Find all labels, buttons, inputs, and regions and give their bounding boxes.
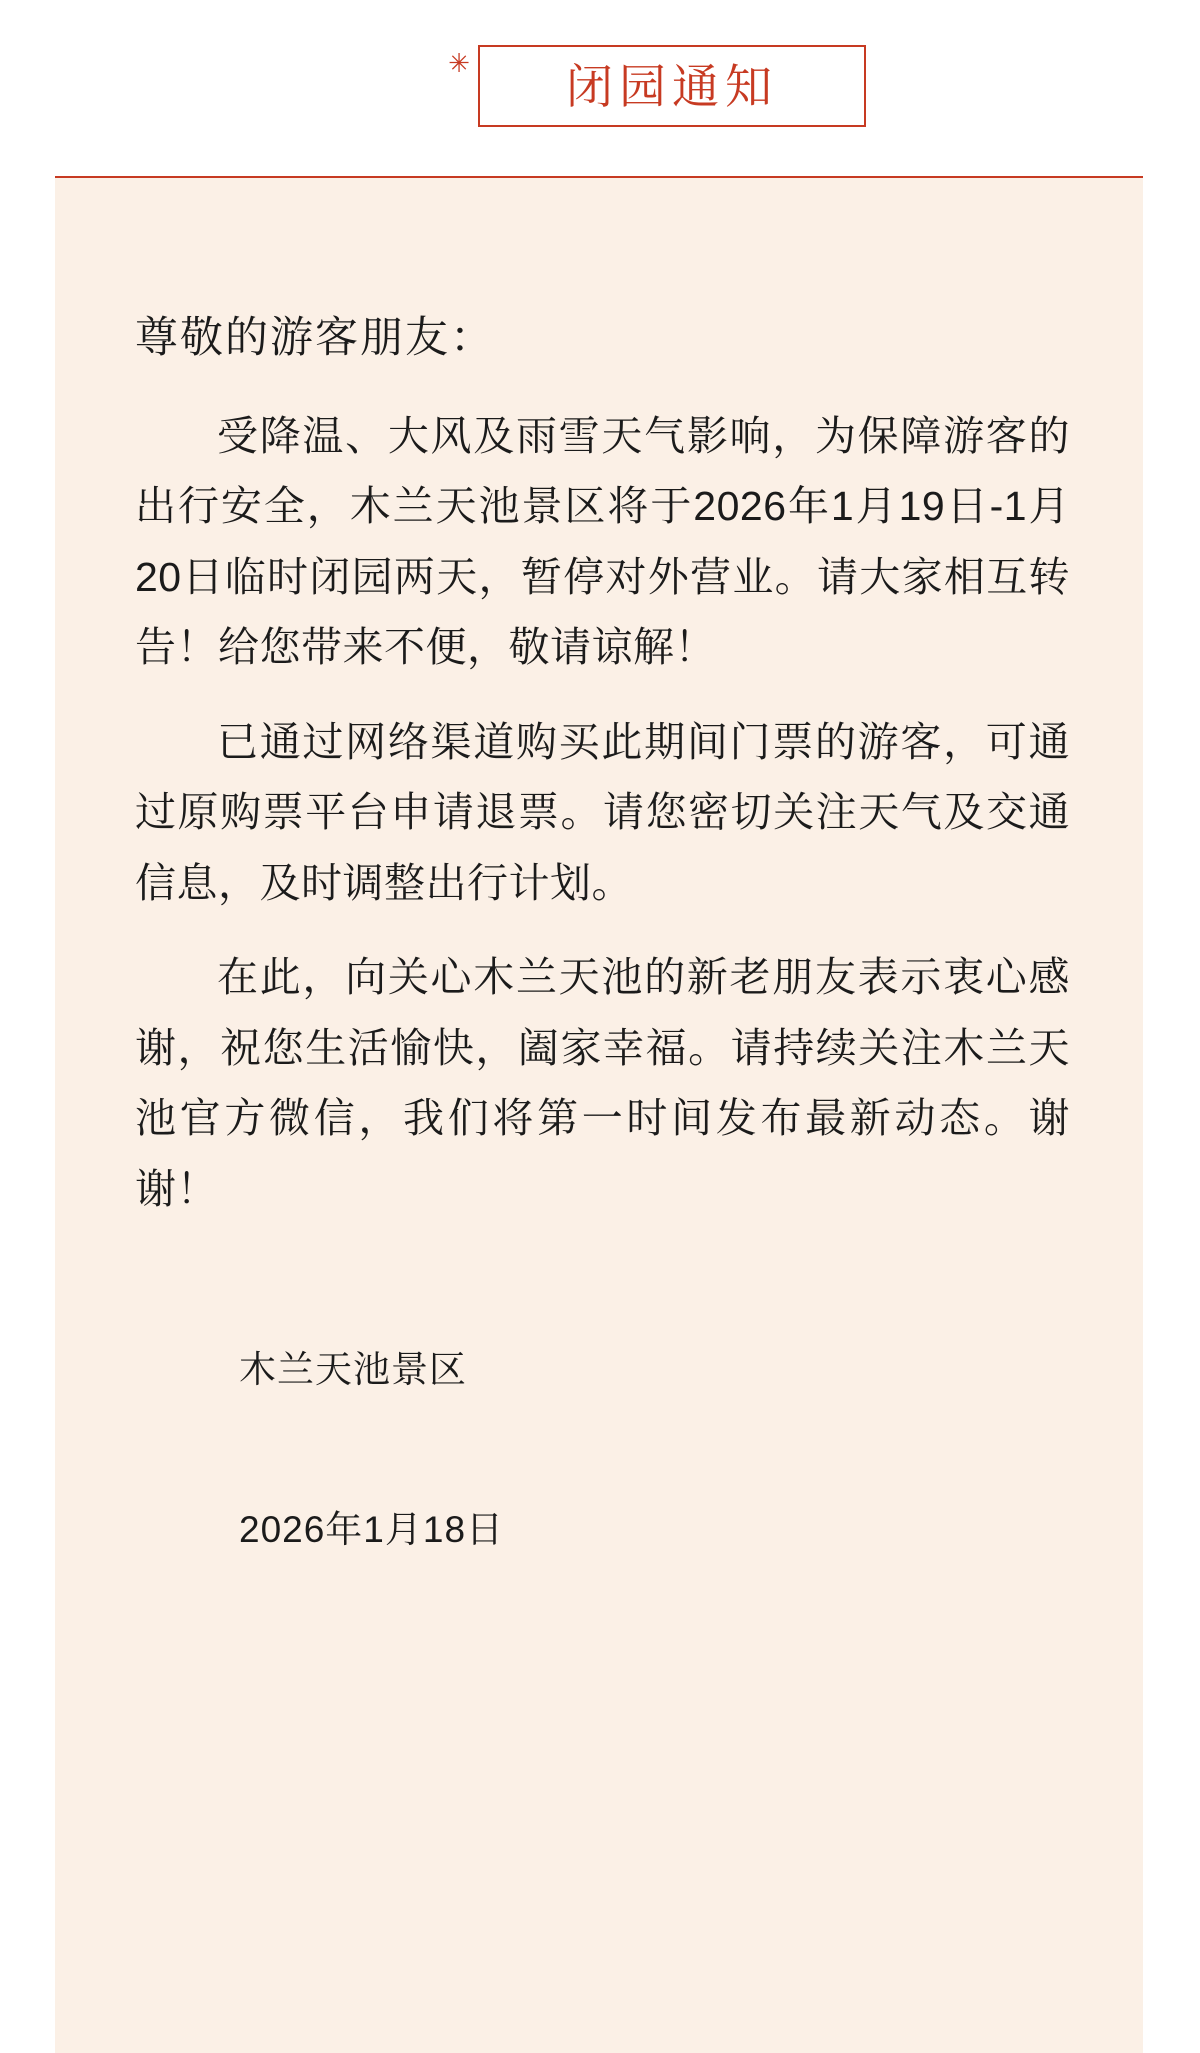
notice-paragraph-2: 已通过网络渠道购买此期间门票的游客，可通过原购票平台申请退票。请您密切关注天气及交通信息，及时调整出行计划。 [135, 718, 1070, 906]
notice-paragraph-1: 受降温、大风及雨雪天气影响，为保障游客的出行安全，木兰天池景区将于2026年1月19日-1月20日临时闭园两天，暂停对外营业。请大家相互转告！给您带来不便，敬请谅解！ [135, 412, 1070, 671]
notice-body-panel [55, 178, 1143, 2053]
signature-block [135, 1342, 1070, 1557]
page-title: 闭园通知 [566, 59, 778, 113]
signature-name: 木兰天池景区 [239, 1349, 467, 1391]
signature-date: 2026年1月18日 [239, 1508, 505, 1550]
notice-title-box [478, 45, 866, 127]
notice-content [135, 313, 1070, 1557]
salutation-text: 尊敬的游客朋友： [135, 314, 495, 362]
notice-paragraph-3: 在此，向关心木兰天池的新老朋友表示衷心感谢，祝您生活愉快，阖家幸福。请持续关注木兰天池官方微信，我们将第一时间发布最新动态。谢谢！ [135, 954, 1070, 1212]
notice-header [0, 0, 1200, 175]
asterisk-icon: ✳ [448, 48, 470, 78]
